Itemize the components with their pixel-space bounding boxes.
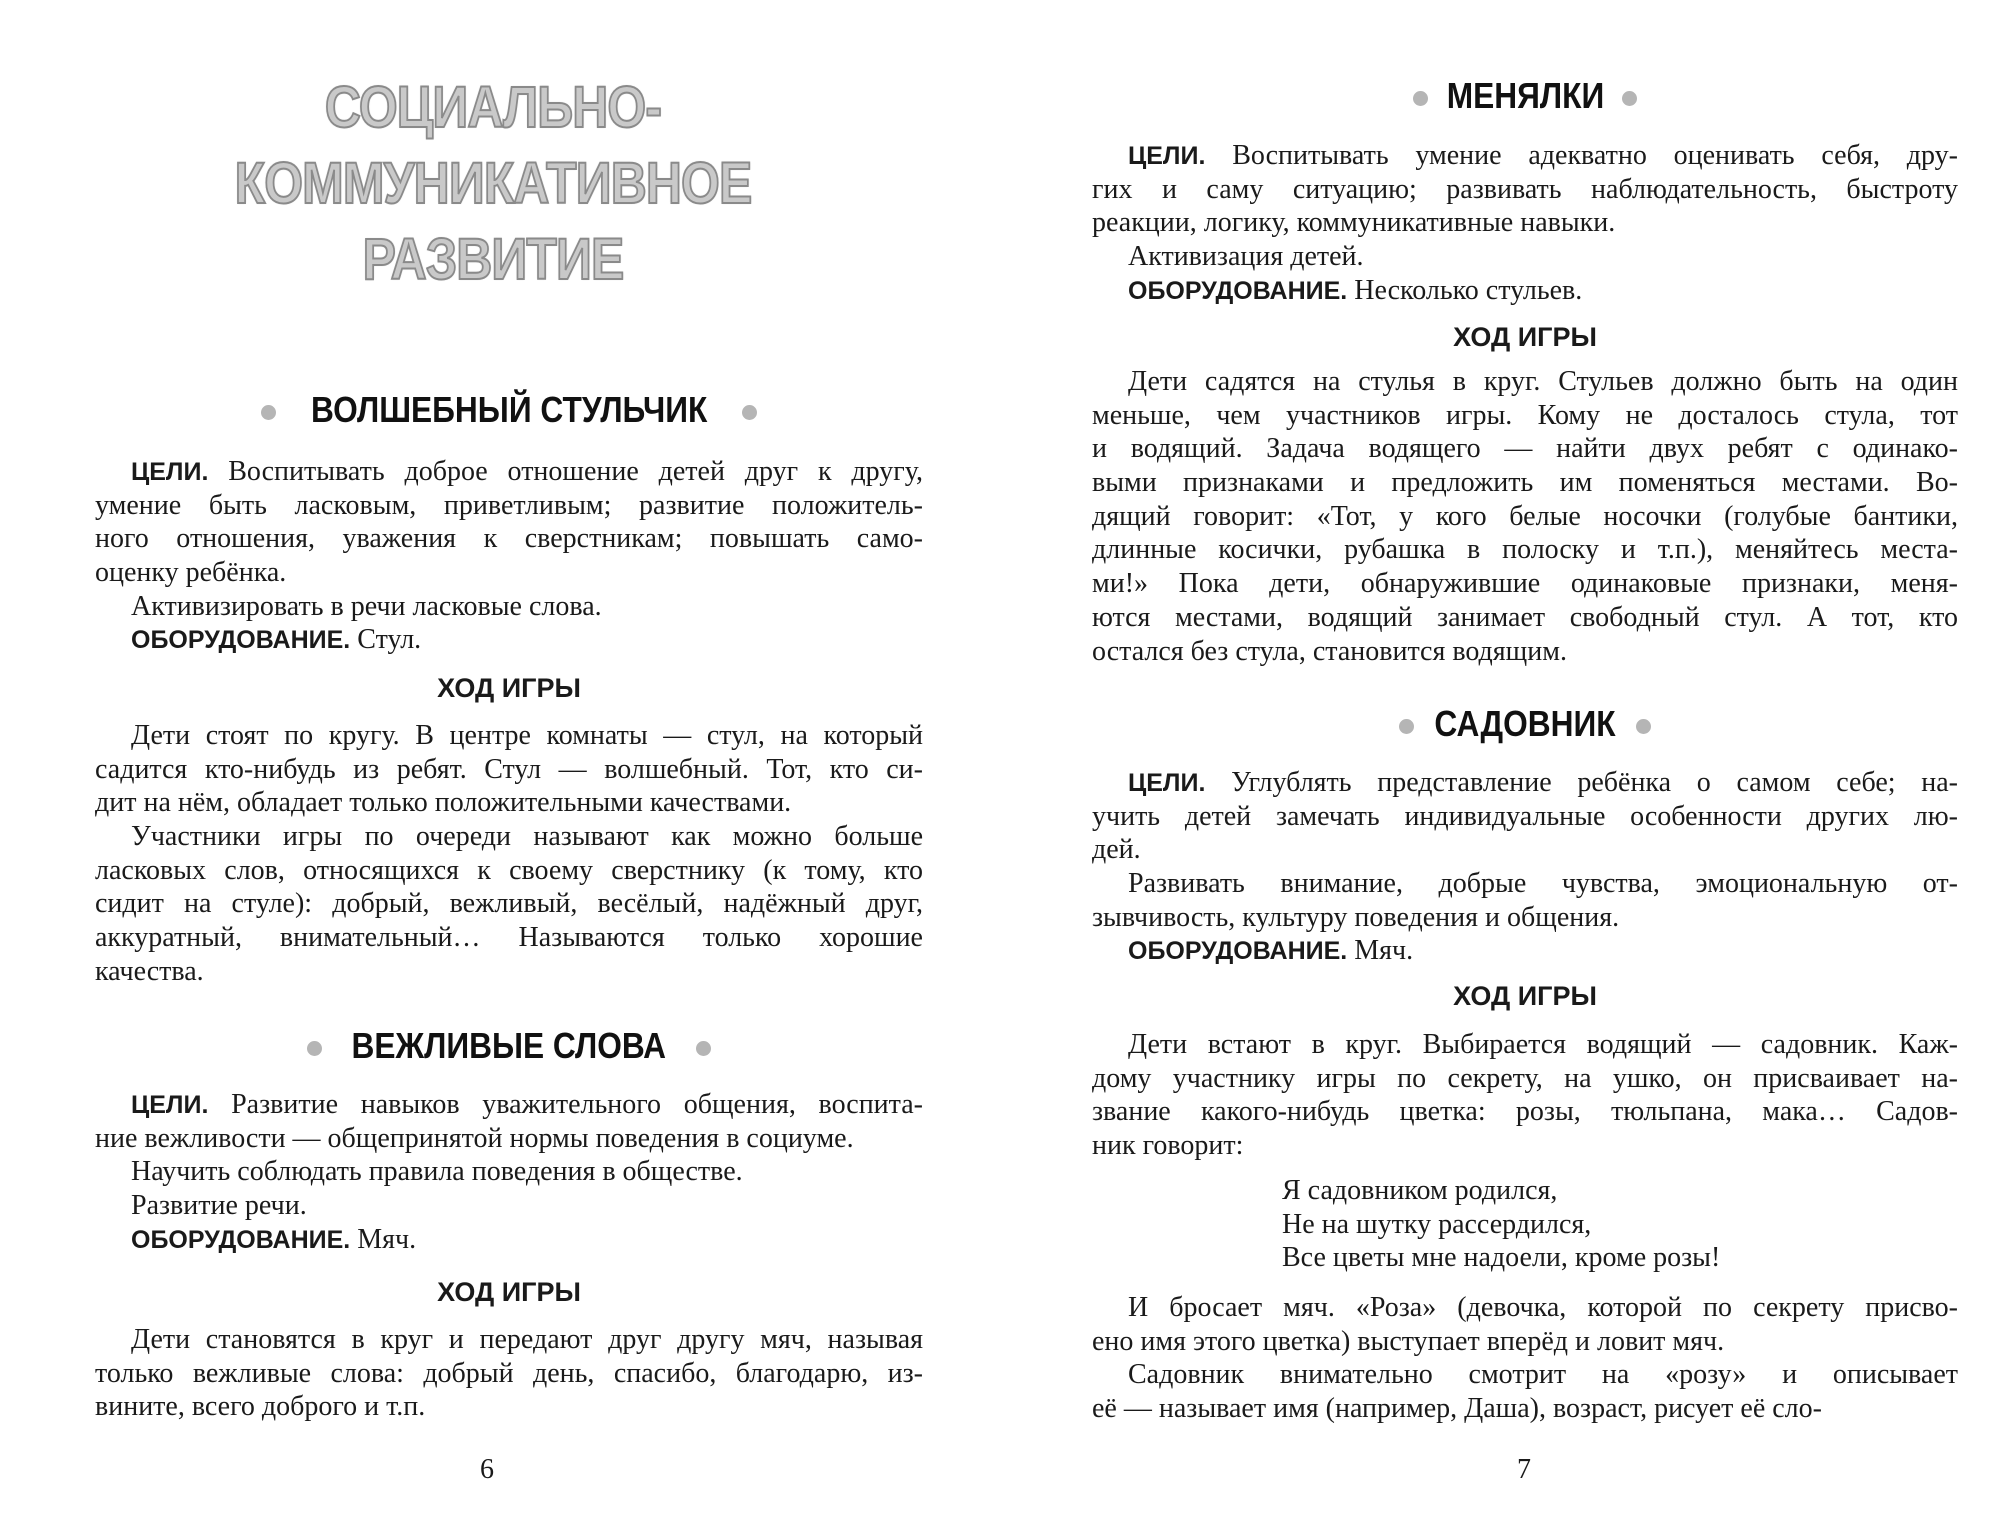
line-text: ние вежливости — общепринятой нормы поведения в социуме.	[95, 1122, 854, 1154]
game-title-text: МЕНЯЛКИ	[1446, 75, 1604, 116]
text-line	[95, 921, 923, 955]
line-text: дящий говорит: «Тот, у кого белые носочки (голубые бантики,	[1092, 500, 1958, 532]
text-line	[1092, 1062, 1958, 1096]
line-text: садится кто-нибудь из ребят. Стул — волшебный. Тот, кто си-	[95, 753, 923, 785]
goals-block	[95, 1088, 923, 1256]
line-text: звание какого-нибудь цветка: розы, тюльпана, мака… Садов-	[1092, 1096, 1958, 1128]
text-line	[95, 590, 923, 624]
text-line	[1092, 934, 1958, 968]
text-line	[95, 1223, 923, 1257]
line-text: Несколько стульев.	[1347, 274, 1583, 306]
game-title-polite-words	[95, 1026, 923, 1066]
text-line	[1092, 399, 1958, 433]
line-text: Дети становятся в круг и передают друг другу мяч, называя	[131, 1324, 923, 1355]
line-text: Участники игры по очереди называют как можно больше	[131, 821, 923, 853]
line-text: длинные косички, рубашка в полоску и т.п.), меняйтесь места-	[1092, 534, 1958, 566]
line-text: Развитие речи.	[131, 1190, 307, 1222]
goals-block	[1092, 139, 1958, 307]
game-title-text: ВЕЖЛИВЫЕ СЛОВА	[351, 1025, 667, 1066]
text-line	[95, 854, 923, 888]
line-text: Развивать внимание, добрые чувства, эмоциональную от-	[1128, 868, 1958, 900]
label-text: ОБОРУДОВАНИЕ.	[131, 626, 351, 655]
line-text: Активизация детей.	[1128, 241, 1364, 273]
line-text: Дети садятся на стулья в круг. Стульев должно быть на один	[1128, 366, 1958, 397]
section-title	[60, 70, 926, 298]
line-text: Стул.	[350, 624, 422, 656]
line-text: Научить соблюдать правила поведения в обществе.	[131, 1156, 743, 1188]
line-text: зывчивость, культуру поведения и общения.	[1092, 901, 1620, 933]
text-line	[1092, 567, 1958, 601]
line-text: Воспитывать доброе отношение детей друг к другу,	[208, 456, 923, 487]
line-text: аккуратный, внимательный… Называются только хорошие	[95, 922, 923, 954]
line-text: умение быть ласковым, приветливым; развитие положитель-	[95, 489, 923, 521]
bullet-dot-icon	[1636, 719, 1651, 734]
text-line	[95, 753, 923, 787]
line-text: Садовник внимательно смотрит на «розу» и описывает	[1128, 1359, 1958, 1391]
poem-line: Не на шутку рассердился,	[1282, 1208, 1592, 1240]
text-line	[1092, 139, 1958, 173]
process-block	[1092, 365, 1958, 668]
text-line	[95, 719, 923, 753]
line-text: ми!» Пока дети, обнаружившие одинаковые признаки, меня-	[1092, 568, 1958, 600]
text-line	[95, 522, 923, 556]
poem-line: Все цветы мне надоели, кроме розы!	[1282, 1242, 1721, 1274]
text-line	[95, 820, 923, 854]
text-line	[95, 1189, 923, 1223]
text-line	[1092, 1028, 1958, 1062]
line-text: качества.	[95, 955, 204, 987]
bullet-dot-icon	[1413, 91, 1428, 106]
text-line	[95, 1323, 923, 1357]
process-block	[95, 1323, 923, 1424]
label-text: ОБОРУДОВАНИЕ.	[131, 1225, 351, 1254]
text-line	[1092, 466, 1958, 500]
label-text: ЦЕЛИ.	[131, 1091, 209, 1119]
right-page	[1000, 0, 2000, 1527]
text-line	[1092, 274, 1958, 308]
game-title-text: ВОЛШЕБНЫЙ СТУЛЬЧИК	[310, 389, 708, 430]
goals-block	[95, 455, 923, 657]
text-line	[95, 955, 923, 989]
line-text: выми признаками и предложить им поменяться местами. Во-	[1092, 467, 1958, 499]
goals-block	[1092, 766, 1958, 968]
text-line	[1092, 1392, 1958, 1426]
text-line	[1092, 833, 1958, 867]
line-text: Развитие навыков уважительного общения, воспита-	[208, 1089, 923, 1120]
line-text: ено имя этого цветка) выступает вперёд и ловит мяч.	[1092, 1325, 1725, 1357]
text-line	[95, 489, 923, 523]
line-text: Воспитывать умение адекватно оценивать себя, дру-	[1205, 140, 1958, 171]
page-number: 6	[480, 1454, 494, 1485]
text-line	[1092, 635, 1958, 669]
line-text: ник говорит:	[1092, 1130, 1244, 1162]
label-text: ЦЕЛИ.	[1128, 142, 1206, 170]
text-line	[1092, 206, 1958, 240]
line-text: ются местами, водящий занимает свободный стул. А тот, кто	[1092, 601, 1958, 633]
label-text: ОБОРУДОВАНИЕ.	[1128, 937, 1348, 966]
continuation-block	[1092, 1291, 1958, 1426]
text-line	[95, 1088, 923, 1122]
text-line	[95, 623, 923, 657]
text-line	[95, 1155, 923, 1189]
text-line	[1092, 1325, 1958, 1359]
bullet-dot-icon	[1399, 719, 1414, 734]
line-text: дей.	[1092, 834, 1141, 866]
text-line	[1092, 365, 1958, 399]
text-line	[1092, 1095, 1958, 1129]
line-text: и водящий. Задача водящего — найти двух ребят с одинако-	[1092, 433, 1958, 465]
line-text: меньше, чем участников игры. Кому не досталось стула, тот	[1092, 399, 1958, 431]
text-line	[1092, 500, 1958, 534]
label-text: ЦЕЛИ.	[131, 458, 209, 486]
text-line	[95, 887, 923, 921]
label-text: ОБОРУДОВАНИЕ.	[1128, 276, 1348, 305]
text-line	[1092, 1129, 1958, 1163]
bullet-dot-icon	[307, 1041, 322, 1056]
bullet-dot-icon	[1622, 91, 1637, 106]
text-line	[95, 556, 923, 590]
text-line	[1092, 432, 1958, 466]
line-text: Мяч.	[350, 1223, 417, 1255]
text-line	[1092, 867, 1958, 901]
bullet-dot-icon	[742, 405, 757, 420]
game-title-swappers	[1092, 76, 1958, 116]
text-line	[95, 455, 923, 489]
text-line	[1092, 240, 1958, 274]
text-line	[1092, 1358, 1958, 1392]
process-heading: ХОД ИГРЫ	[1453, 322, 1597, 352]
line-text: реакции, логику, коммуникативные навыки.	[1092, 207, 1616, 239]
text-line	[95, 1122, 923, 1156]
line-text: сидит на стуле): добрый, вежливый, весёлый, надёжный друг,	[95, 888, 923, 920]
section-title-line: СОЦИАЛЬНО-КОММУНИКАТИВНОЕ	[234, 75, 752, 216]
line-text: Дети встают в круг. Выбирается водящий — садовник. Каж-	[1128, 1029, 1958, 1060]
process-block	[95, 719, 923, 989]
text-line	[1092, 800, 1958, 834]
text-line	[1092, 901, 1958, 935]
game-title-text: САДОВНИК	[1434, 703, 1616, 744]
line-text: только вежливые слова: добрый день, спасибо, благодарю, из-	[95, 1357, 923, 1389]
line-text: дит на нём, обладает только положительными качествами.	[95, 787, 792, 819]
line-text: учить детей замечать индивидуальные особенности других лю-	[1092, 800, 1958, 832]
line-text: ласковых слов, относящихся к своему сверстнику (к тому, кто	[95, 854, 923, 886]
poem-line: Я садовником родился,	[1282, 1175, 1558, 1206]
line-text: И бросает мяч. «Роза» (девочка, которой по секрету присво-	[1128, 1292, 1958, 1323]
process-heading: ХОД ИГРЫ	[1453, 981, 1597, 1011]
line-text: дому участнику игры по секрету, на ушко, он присваивает на-	[1092, 1062, 1958, 1094]
process-block	[1092, 1028, 1958, 1163]
text-line	[1092, 766, 1958, 800]
game-title-magic-chair	[95, 390, 923, 430]
text-line	[95, 1357, 923, 1391]
text-line	[1092, 173, 1958, 207]
line-text: Мяч.	[1347, 935, 1414, 967]
line-text: ного отношения, уважения к сверстникам; повышать само-	[95, 523, 923, 555]
section-title-line: РАЗВИТИЕ	[362, 227, 624, 292]
line-text: Дети стоят по кругу. В центре комнаты — стул, на который	[131, 720, 923, 751]
line-text: её — называет имя (например, Даша), возраст, рисует её сло-	[1092, 1393, 1822, 1425]
process-heading: ХОД ИГРЫ	[437, 1277, 581, 1307]
label-text: ЦЕЛИ.	[1128, 769, 1206, 797]
line-text: Углублять представление ребёнка о самом себе; на-	[1205, 767, 1958, 798]
text-line	[1092, 533, 1958, 567]
line-text: оценку ребёнка.	[95, 557, 287, 589]
process-heading: ХОД ИГРЫ	[437, 673, 581, 703]
bullet-dot-icon	[696, 1041, 711, 1056]
text-line	[1092, 1291, 1958, 1325]
poem	[1282, 1174, 1720, 1275]
line-text: Активизировать в речи ласковые слова.	[131, 590, 602, 622]
text-line	[95, 1390, 923, 1424]
text-line	[1092, 601, 1958, 635]
text-line	[95, 786, 923, 820]
page-number: 7	[1517, 1454, 1531, 1485]
line-text: гих и саму ситуацию; развивать наблюдательность, быстроту	[1092, 173, 1958, 205]
game-title-gardener	[1092, 704, 1958, 744]
bullet-dot-icon	[261, 405, 276, 420]
line-text: остался без стула, становится водящим.	[1092, 635, 1567, 667]
line-text: вините, всего доброго и т.п.	[95, 1391, 426, 1423]
